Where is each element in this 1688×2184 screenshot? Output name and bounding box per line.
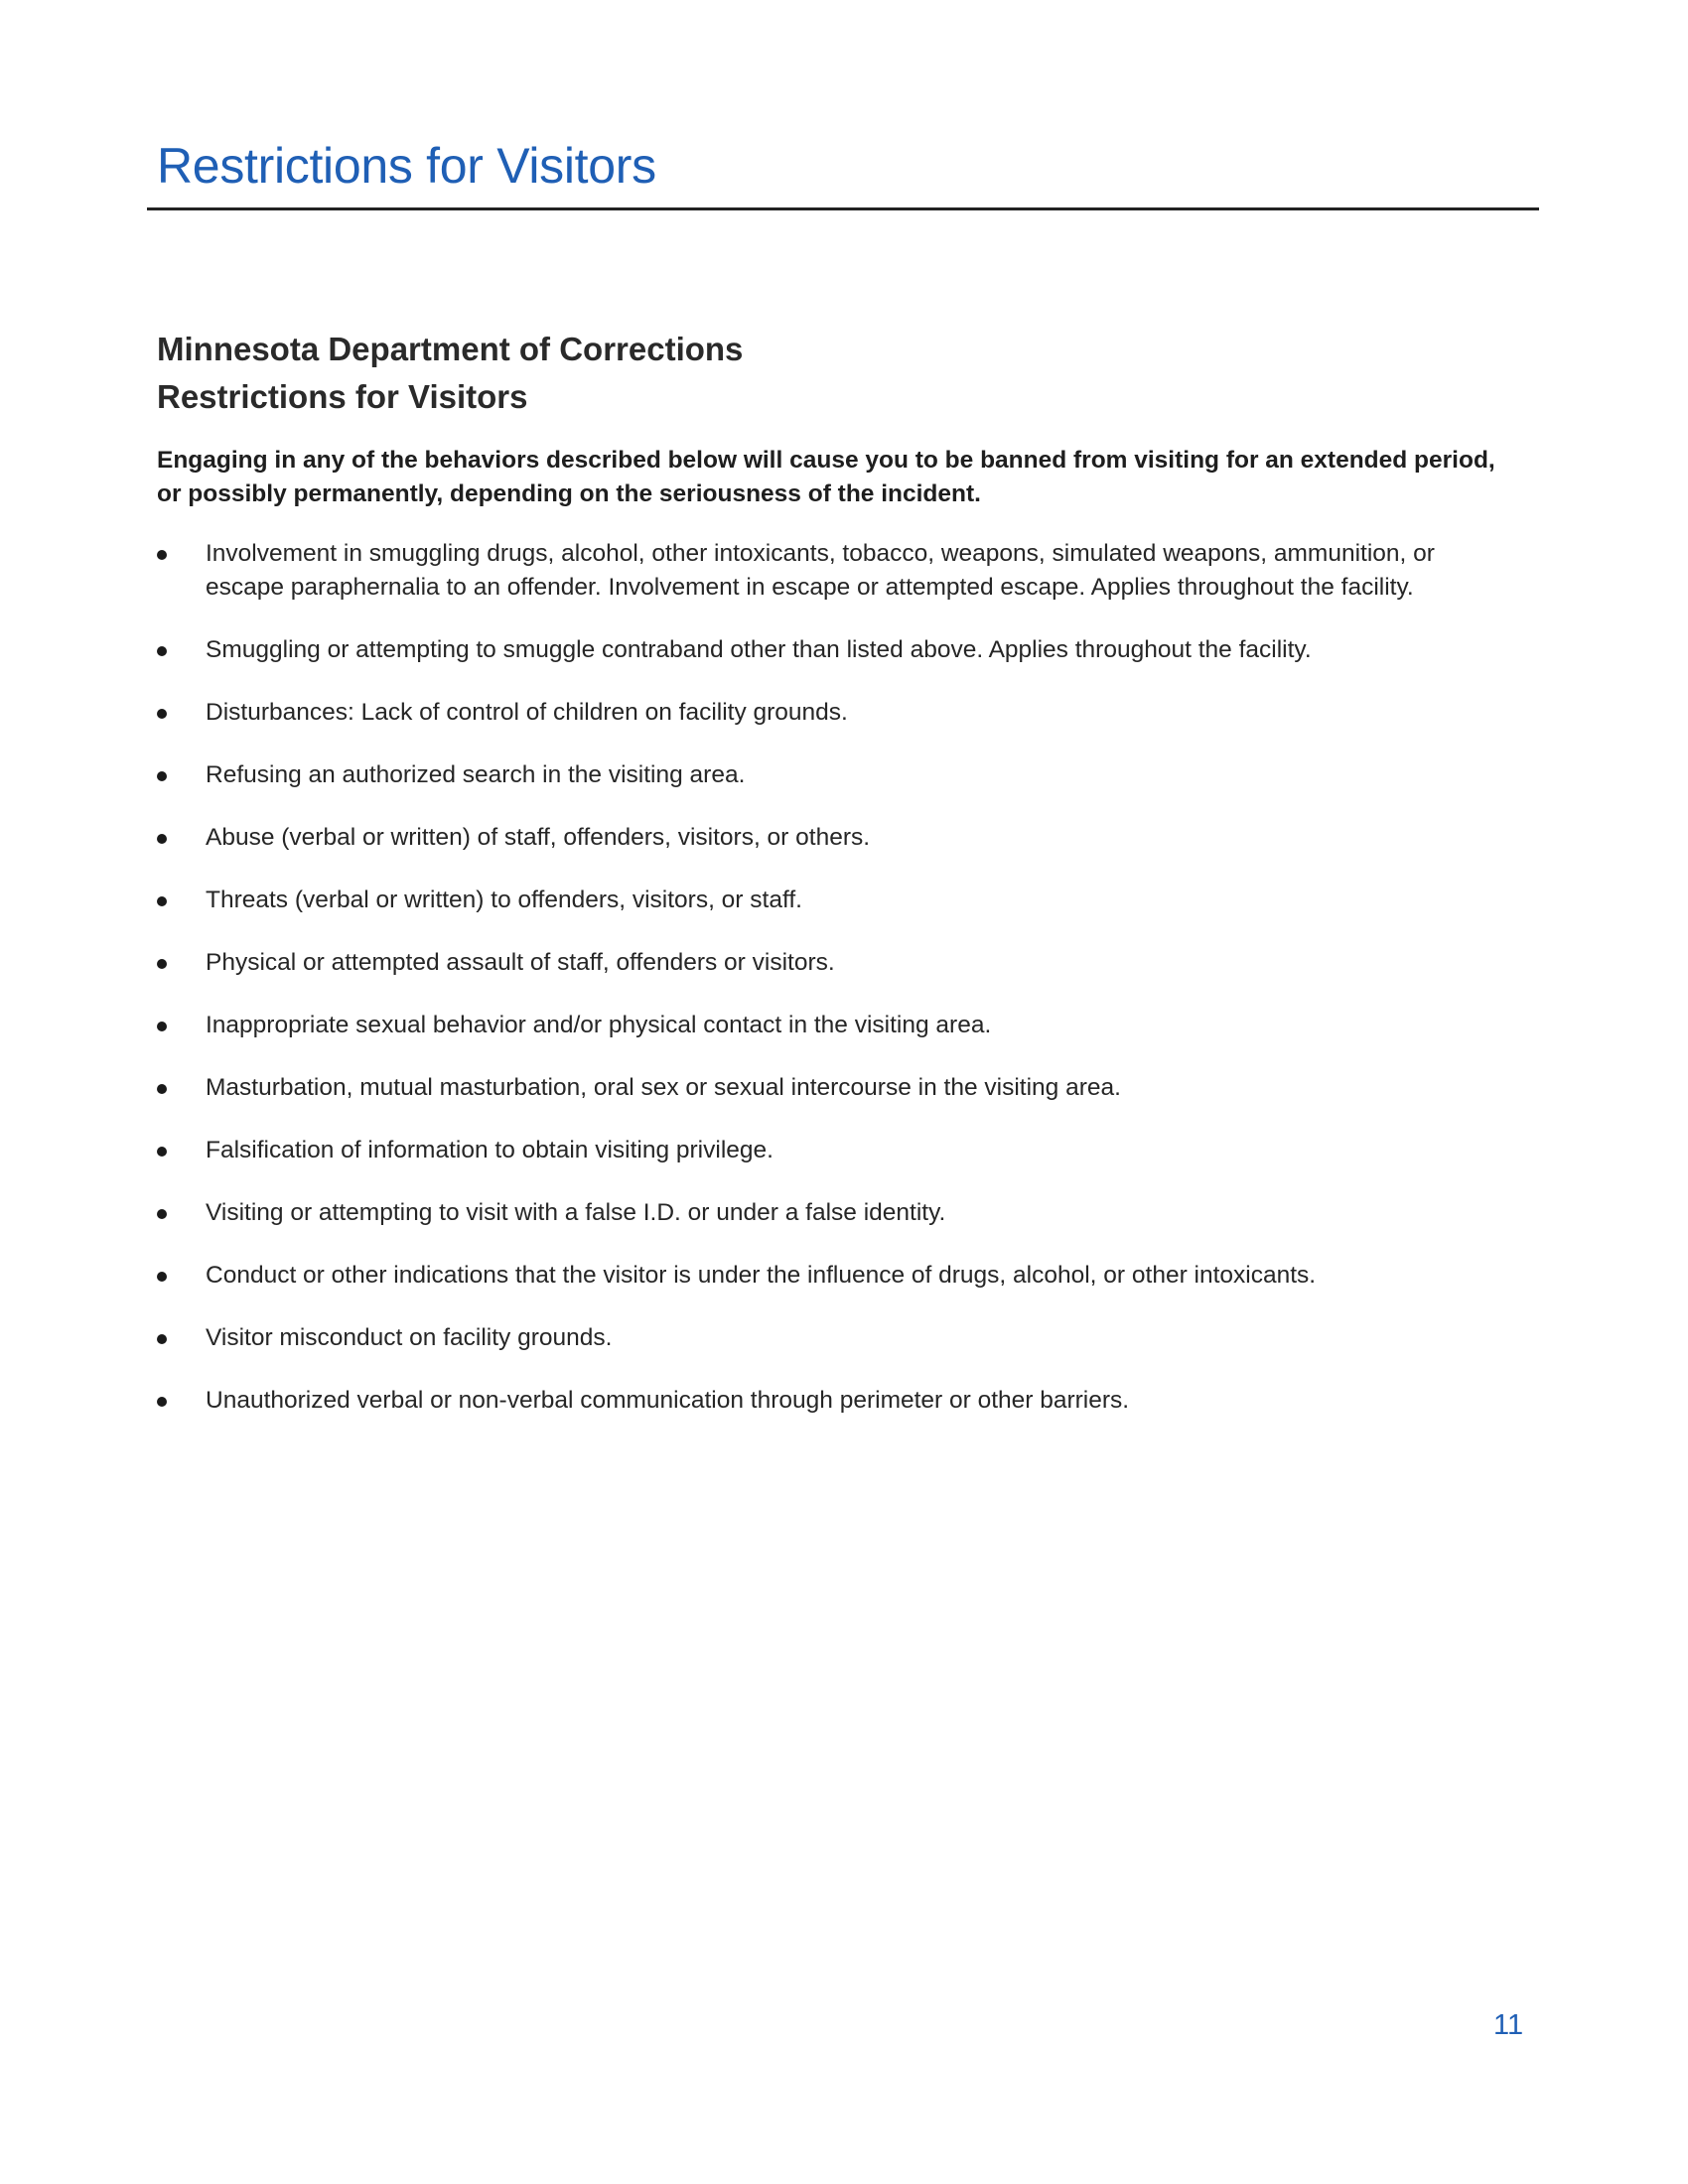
bullet-icon	[157, 709, 167, 719]
title-divider	[147, 207, 1539, 210]
list-item-text: Masturbation, mutual masturbation, oral sex or sexual intercourse in the visiting area.	[206, 1074, 1121, 1101]
list-item	[157, 1259, 1487, 1293]
bullet-icon	[157, 646, 167, 656]
list-item	[157, 1009, 1487, 1042]
list-item-text: Visiting or attempting to visit with a false I.D. or under a false identity.	[206, 1199, 946, 1226]
bullet-icon	[157, 1022, 167, 1031]
page-number: 11	[1493, 2009, 1524, 2041]
bullet-icon	[157, 1084, 167, 1094]
list-item	[157, 1384, 1487, 1418]
bullet-icon	[157, 1209, 167, 1219]
section-heading	[157, 326, 743, 421]
list-item-text: Conduct or other indications that the visitor is under the influence of drugs, alcohol, or other intoxicants.	[206, 1262, 1317, 1289]
list-item-text: Unauthorized verbal or non-verbal communication through perimeter or other barriers.	[206, 1387, 1130, 1414]
list-item-text: Smuggling or attempting to smuggle contraband other than listed above. Applies throughout the facility.	[206, 636, 1312, 663]
bullet-icon	[157, 1397, 167, 1407]
list-item-text: Disturbances: Lack of control of children on facility grounds.	[206, 699, 848, 726]
list-item-text: Physical or attempted assault of staff, offenders or visitors.	[206, 949, 835, 976]
list-item-text: Threats (verbal or written) to offenders, visitors, or staff.	[206, 887, 802, 913]
list-item-text: Refusing an authorized search in the visiting area.	[206, 761, 746, 788]
list-item	[157, 884, 1487, 917]
bullet-icon	[157, 1272, 167, 1282]
list-item	[157, 633, 1487, 667]
bullet-icon	[157, 834, 167, 844]
list-item-text: Falsification of information to obtain visiting privilege.	[206, 1137, 774, 1163]
section-heading-line-1: Minnesota Department of Corrections	[157, 331, 744, 367]
list-item	[157, 696, 1487, 730]
list-item	[157, 1321, 1487, 1355]
bullet-icon	[157, 1147, 167, 1157]
list-item-text: Visitor misconduct on facility grounds.	[206, 1324, 613, 1351]
list-item	[157, 1134, 1487, 1167]
bullet-icon	[157, 959, 167, 969]
list-item-text: Abuse (verbal or written) of staff, offenders, visitors, or others.	[206, 824, 871, 851]
bullet-icon	[157, 896, 167, 906]
list-item-text: Inappropriate sexual behavior and/or physical contact in the visiting area.	[206, 1012, 992, 1038]
restrictions-list	[157, 537, 1487, 1446]
list-item	[157, 821, 1487, 855]
page-title: Restrictions for Visitors	[157, 138, 656, 194]
list-item	[157, 946, 1487, 980]
bullet-icon	[157, 550, 167, 560]
intro-paragraph: Engaging in any of the behaviors described below will cause you to be banned from visiting for an extended period, or possibly permanently, depending on the seriousness of the incident.	[157, 447, 1495, 507]
list-item-text: Involvement in smuggling drugs, alcohol, other intoxicants, tobacco, weapons, simulated weapons, ammunition, or escape paraphernalia to an offender. Involvement in escape or attempted escape. Applies throughout the facility.	[206, 540, 1435, 601]
list-item	[157, 758, 1487, 792]
list-item	[157, 1071, 1487, 1105]
list-item	[157, 537, 1487, 605]
list-item	[157, 1196, 1487, 1230]
bullet-icon	[157, 771, 167, 781]
bullet-icon	[157, 1334, 167, 1344]
section-heading-line-2: Restrictions for Visitors	[157, 378, 528, 415]
